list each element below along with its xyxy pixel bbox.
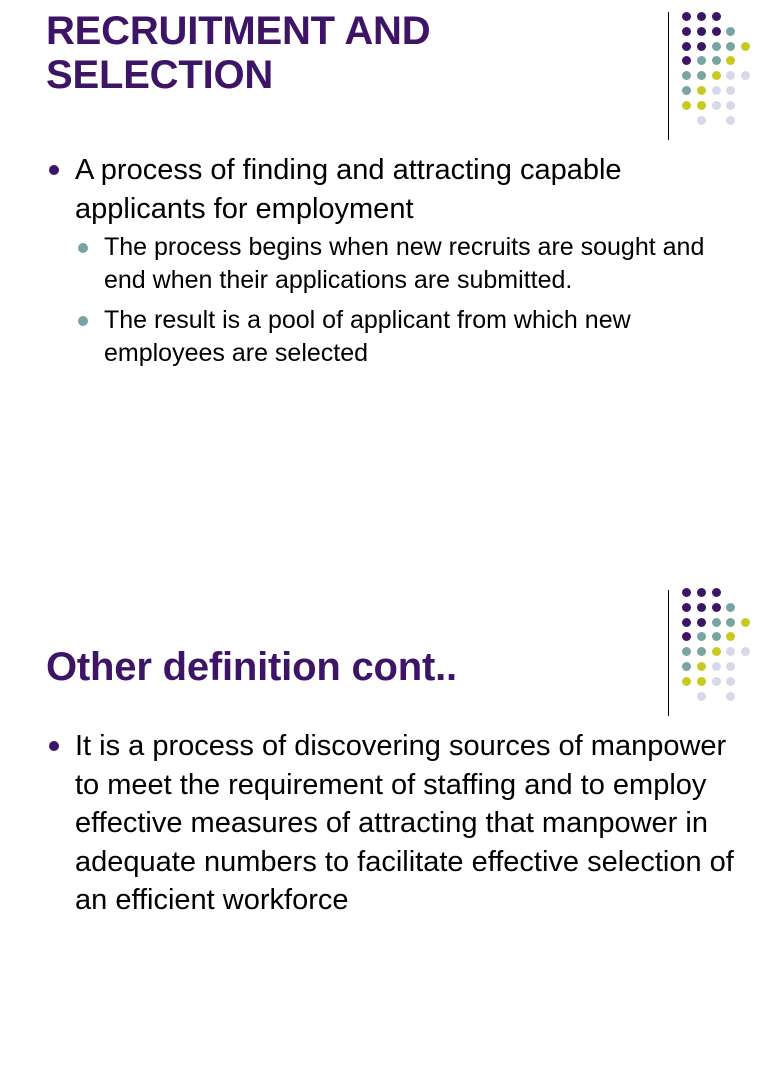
decorative-dot [682,71,691,80]
bullet-list [46,727,736,920]
decorative-dot [726,677,735,686]
decorative-dot [682,662,691,671]
decorative-dot [741,647,750,656]
decorative-dot [741,42,750,51]
decorative-dot [712,677,721,686]
decorative-dot [682,603,691,612]
decorative-dot [682,86,691,95]
decorative-dot [712,71,721,80]
decorative-dot [712,588,721,597]
bullet-text: A process of finding and attracting capable applicants for employment [75,154,622,225]
decorative-dot [682,101,691,110]
decorative-dot [682,632,691,641]
decorative-dot [697,116,706,125]
decorative-dot [697,71,706,80]
decorative-dot [726,27,735,36]
decorative-dot [682,618,691,627]
decorative-dot [712,27,721,36]
decorative-dot [712,101,721,110]
decorative-dot [712,56,721,65]
decorative-dot [697,618,706,627]
decorative-dot [726,56,735,65]
decorative-dot [726,603,735,612]
decorative-dot [712,42,721,51]
decorative-dot [682,677,691,686]
decorative-dot [682,56,691,65]
decorative-dot [712,86,721,95]
decorative-dot [697,12,706,21]
decorative-dot [712,12,721,21]
sub-bullet-list [75,231,736,370]
decorative-dot [712,618,721,627]
decorative-dot [697,677,706,686]
decorative-dot [697,603,706,612]
decorative-dot [697,42,706,51]
bullet-list [46,151,736,377]
decorative-dot [697,56,706,65]
bullet-item: It is a process of discovering sources of manpower to meet the requirement of staffing and to employ effective measures of attracting that manpower in adequate numbers to facilitate effective selection of an efficient workforce [46,727,736,920]
decorative-dot [697,632,706,641]
decorative-dot [726,692,735,701]
decorative-dot-grid [682,588,754,700]
decorative-dot [726,86,735,95]
decorative-dot [697,647,706,656]
decorative-dot [741,618,750,627]
decorative-dot [682,588,691,597]
decorative-dot [726,116,735,125]
decorative-dot [697,662,706,671]
sub-bullet-item: The result is a pool of applicant from which new employees are selected [75,304,736,370]
decorative-dot [682,12,691,21]
vertical-divider [668,590,669,716]
sub-bullet-item: The process begins when new recruits are sought and end when their applications are submitted. [75,231,736,297]
decorative-dot [741,71,750,80]
decorative-dot [726,42,735,51]
decorative-dot [726,71,735,80]
bullet-item [46,151,736,370]
slide-title: Other definition cont.. [46,645,457,689]
decorative-dot [682,647,691,656]
decorative-dot [697,86,706,95]
decorative-dot [697,27,706,36]
decorative-dot [726,618,735,627]
decorative-dot [697,588,706,597]
decorative-dot [682,27,691,36]
decorative-dot [712,632,721,641]
decorative-dot [682,42,691,51]
vertical-divider [668,12,669,140]
decorative-dot [726,647,735,656]
decorative-dot [697,101,706,110]
decorative-dot [712,603,721,612]
decorative-dot [712,662,721,671]
decorative-dot [712,647,721,656]
decorative-dot [697,692,706,701]
decorative-dot-grid [682,12,754,124]
slide-recruitment-and-selection [0,0,768,512]
slide-title: RECRUITMENT AND SELECTION [46,9,431,97]
slide-other-definition [0,576,768,1088]
decorative-dot [726,101,735,110]
decorative-dot [726,632,735,641]
decorative-dot [726,662,735,671]
